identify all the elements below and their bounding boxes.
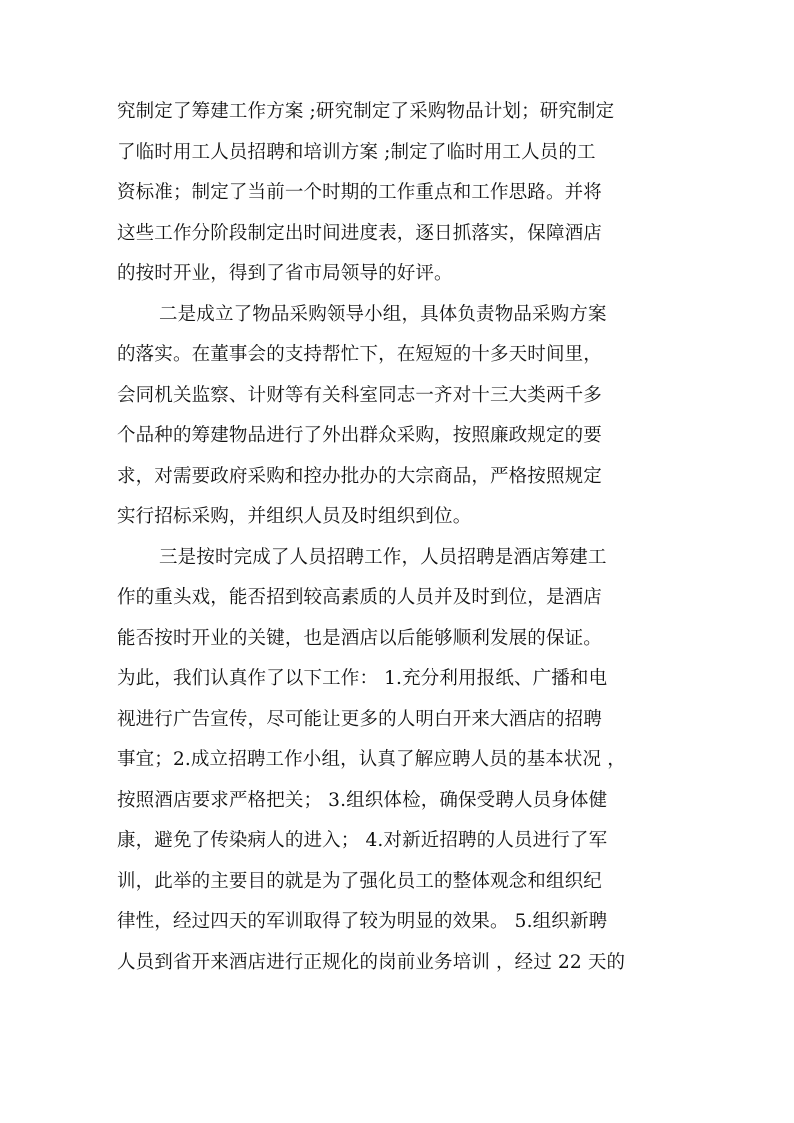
text-line: 事宜；2.成立招聘工作小组，认真了解应聘人员的基本状况 ， — [117, 749, 626, 770]
text-line: 求，对需要政府采购和控办批办的大宗商品，严格按照规定 — [117, 465, 602, 487]
text-line: 的落实。在董事会的支持帮忙下，在短短的十多天时间里， — [117, 344, 602, 365]
text-line: 的按时开业，得到了省市局领导的好评。 — [117, 263, 453, 284]
text-line: 实行招标采购，并组织人员及时组织到位。 — [117, 506, 472, 527]
text-line: 究制定了筹建工作方案 ;研究制定了采购物品计划；研究制定 — [117, 101, 615, 122]
text-line: 人员到省开来酒店进行正规化的岗前业务培训 ，经过 22 天的 — [117, 951, 626, 973]
text-line: 视进行广告宣传，尽可能让更多的人明白开来大酒店的招聘 — [117, 708, 602, 730]
text-line: 律性，经过四天的军训取得了较为明显的效果。 5.组织新聘 — [117, 911, 608, 932]
text-line: 会同机关监察、计财等有关科室同志一齐对十三大类两千多 — [117, 384, 602, 406]
text-line: 作的重头戏，能否招到较高素质的人员并及时到位，是酒店 — [117, 587, 602, 608]
text-line: 为此，我们认真作了以下工作： 1.充分利用报纸、广播和电 — [117, 668, 608, 689]
text-line: 这些工作分阶段制定出时间进度表，逐日抓落实，保障酒店 — [117, 222, 602, 244]
text-line: 了临时用工人员招聘和培训方案 ;制定了临时用工人员的工 — [117, 141, 596, 163]
paragraph-start-line: 三是按时完成了人员招聘工作，人员招聘是酒店筹建工 — [159, 546, 607, 568]
paragraph-start-line: 二是成立了物品采购领导小组，具体负责物品采购方案 — [159, 303, 607, 325]
document-body — [117, 92, 683, 983]
text-line: 按照酒店要求严格把关； 3.组织体检，确保受聘人员身体健 — [117, 789, 608, 811]
text-line: 个品种的筹建物品进行了外出群众采购，按照廉政规定的要 — [117, 425, 602, 446]
text-line: 康，避免了传染病人的进入； 4.对新近招聘的人员进行了军 — [117, 830, 608, 851]
text-line: 能否按时开业的关键，也是酒店以后能够顺利发展的保证。 — [117, 627, 602, 649]
text-line: 训，此举的主要目的就是为了强化员工的整体观念和组织纪 — [117, 870, 602, 892]
text-line: 资标准；制定了当前一个时期的工作重点和工作思路。并将 — [117, 182, 602, 203]
